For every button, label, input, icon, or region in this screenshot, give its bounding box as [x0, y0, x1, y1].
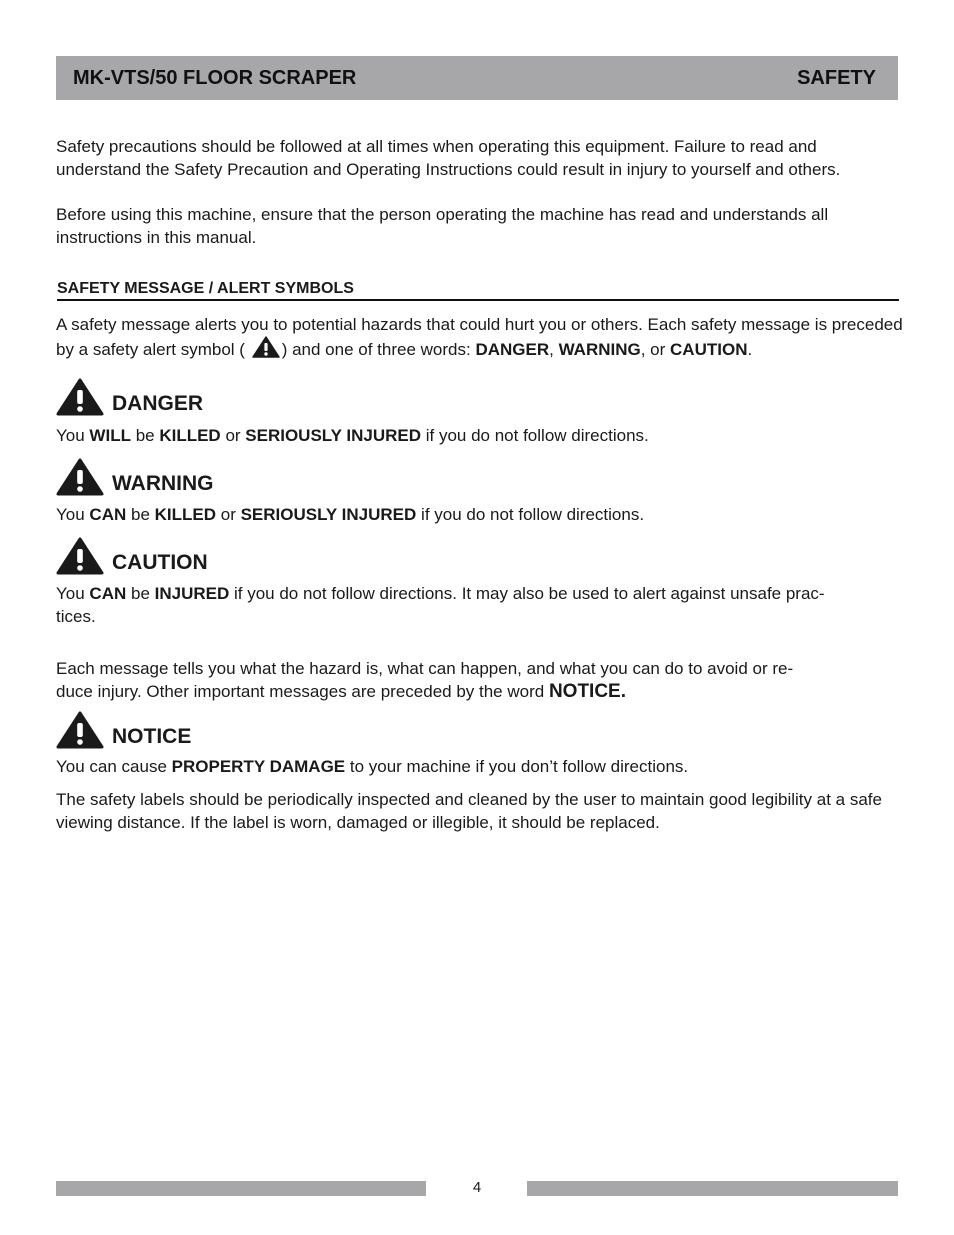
caution-text: You CAN be INJURED if you do not follow directions. It may also be used to alert against unsafe prac- tices. — [56, 584, 825, 626]
caution-heading — [56, 537, 208, 575]
warning-title: WARNING — [112, 472, 214, 495]
alert-symbols-paragraph: A safety message alerts you to potential hazards that could hurt you or others. Each safety message is preceded by a safety alert symbol ( ) and one of three words: DANGER, WARNING, or CAUTION. — [56, 313, 906, 364]
page-header — [56, 56, 898, 100]
notice-text: You can cause PROPERTY DAMAGE to your machine if you don’t follow directions. — [56, 757, 689, 776]
warning-triangle-icon — [252, 336, 280, 364]
page-number: 4 — [472, 1179, 482, 1196]
word-caution: CAUTION — [670, 340, 748, 359]
warning-triangle-icon — [56, 711, 104, 749]
warning-triangle-icon — [56, 537, 104, 575]
warning-heading — [56, 458, 214, 496]
warning-text: You CAN be KILLED or SERIOUSLY INJURED if you do not follow directions. — [56, 505, 645, 524]
notice-heading — [56, 711, 191, 749]
warning-triangle-icon — [56, 458, 104, 496]
danger-text: You WILL be KILLED or SERIOUSLY INJURED if you do not follow directions. — [56, 426, 649, 445]
danger-title: DANGER — [112, 392, 204, 415]
caution-title: CAUTION — [112, 551, 208, 574]
header-title: MK-VTS/50 FLOOR SCRAPER — [73, 66, 357, 89]
notice-word: NOTICE. — [548, 681, 626, 702]
intro-paragraph-2: Before using this machine, ensure that the person operating the machine has read and understands all instructions in this manual. — [56, 205, 829, 247]
header-section: SAFETY — [797, 66, 876, 89]
word-warning: WARNING — [558, 340, 641, 359]
footer-bar-left — [56, 1181, 426, 1196]
section-heading: SAFETY MESSAGE / ALERT SYMBOLS — [57, 280, 899, 301]
intro-paragraph-1: Safety precautions should be followed at all times when operating this equipment. Failure to read and understand the Safety Precaution and Operating Instructions could result in injury to yourself and others. — [56, 137, 841, 179]
notice-title: NOTICE — [112, 725, 192, 748]
footer-bar-right — [527, 1181, 898, 1196]
word-danger: DANGER — [475, 340, 550, 359]
labels-paragraph: The safety labels should be periodically inspected and cleaned by the user to maintain good legibility at a safe viewing distance. If the label is worn, damaged or illegible, it should be replaced. — [56, 790, 882, 832]
danger-heading — [56, 378, 203, 416]
each-message-paragraph: Each message tells you what the hazard is, what can happen, and what you can do to avoid or re- duce injury. Other important messages are preceded by the word NOTICE. — [56, 659, 794, 702]
warning-triangle-icon — [56, 378, 104, 416]
